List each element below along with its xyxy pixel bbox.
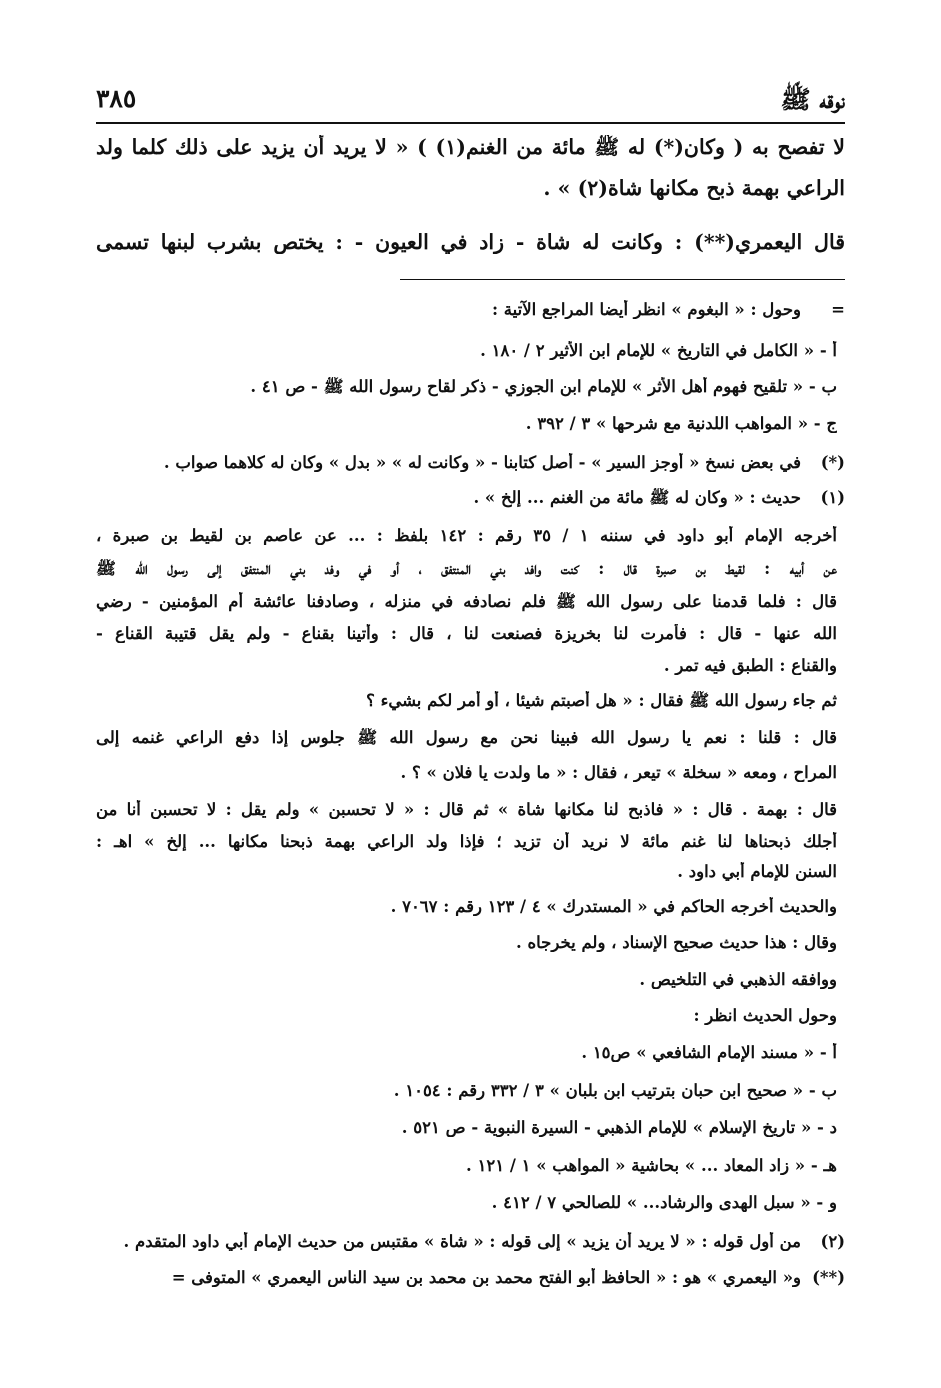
header-rule	[96, 122, 845, 124]
footnote-line: الله عنها - قال : فأمرت لنا بخريزة فصنعت لنا ، قال : وأتينا بقناع - ولم يقل قتيبة القناع -	[96, 624, 837, 643]
footnote-mark: (*)	[820, 453, 845, 472]
footnote-mark: (١)	[820, 488, 845, 507]
footnote-separator	[400, 279, 845, 280]
footnote-mark: (٢)	[820, 1232, 845, 1251]
footnote-line: هـ - « زاد المعاد ... » بحاشية « المواهب » ١ / ١٢١ .	[465, 1156, 837, 1175]
footnote-line: وقال : هذا حديث صحيح الإسناد ، ولم يخرجاه .	[516, 933, 837, 952]
main-line: الراعي بهمة ذبح مكانها شاة(٢) » .	[543, 176, 845, 200]
footnote-line: حديث : « وكان له ﷺ مائة من الغنم ... إلخ » .	[473, 488, 801, 507]
footnote-line: قال : فلما قدمنا على رسول الله ﷺ فلم نصادفه في منزله ، وصادفنا عائشة أم المؤمنين - رضي	[96, 592, 837, 611]
footnote-line: من أول قوله : « لا يريد أن يزيد » إلى قوله : « شاة » مقتبس من حديث الإمام أبي داود المتقدم .	[123, 1232, 801, 1251]
page-header	[96, 84, 845, 124]
footnote-line: قال : بهمة . قال : « فاذبح لنا مكانها شاة » ثم قال : « لا تحسبن » ولم يقل : لا تحسبن أنا من	[96, 800, 837, 819]
footnote-line: ج - « المواهب اللدنية مع شرحها » ٣ / ٣٩٢ .	[525, 414, 837, 433]
footnote-line: و« اليعمري » هو : « الحافظ أبو الفتح محمد بن محمد بن سيد الناس اليعمري » المتوفى =	[171, 1268, 801, 1287]
footnote-line: و - « سبل الهدى والرشاد... » للصالحي ٧ / ٤١٢ .	[491, 1193, 837, 1212]
footnote-line: ووافقه الذهبي في التلخيص .	[639, 970, 837, 989]
footnote-line: عن أبيه : لقيط بن صبرة قال : كنت وافد بني المنتفق ، أو في وفد بني المنتفق إلى رسول الله ﷺ	[96, 559, 837, 578]
footnote-mark: (**)	[812, 1268, 845, 1287]
main-line: قال اليعمري(**) : وكانت له شاة - زاد في العيون - : يختص بشرب لبنها تسمى	[96, 230, 845, 254]
footnote-line: د - « تاريخ الإسلام » للإمام الذهبي - السيرة النبوية - ص ٥٢١ .	[401, 1118, 837, 1137]
footnote-line: ب - « صحيح ابن حبان بترتيب ابن بلبان » ٣ / ٣٣٢ رقم : ١٠٥٤ .	[393, 1081, 837, 1100]
footnote-line: المراح ، ومعه « سخلة » تيعر ، فقال : « ما ولدت يا فلان » ؟ .	[400, 763, 837, 782]
footnote-line: أخرجه الإمام أبو داود في سننه ١ / ٣٥ رقم : ١٤٢ بلفظ : ... عن عاصم بن لقيط بن صبرة ،	[96, 526, 837, 545]
running-title: نوقه ﷺ	[780, 85, 845, 114]
continuation-mark: =	[831, 300, 845, 319]
footnote-line: قال : قلنا : نعم يا رسول الله فبينا نحن مع رسول الله ﷺ جلوس إذا دفع الراعي غنمه إلى	[96, 728, 837, 747]
footnote-line: ب - « تلقيح فهوم أهل الأثر » للإمام ابن الجوزي - ذكر لقاح رسول الله ﷺ - ص ٤١ .	[250, 377, 837, 396]
page-number: ٣٨٥	[96, 84, 137, 113]
main-line: لا تفصح به ( وكان(*) له ﷺ مائة من الغنم(١) ) « لا يريد أن يزيد على ذلك كلما ولد	[96, 135, 845, 159]
footnote-line: أ - « مسند الإمام الشافعي » ص١٥ .	[581, 1043, 837, 1062]
footnote-line: والقناع : الطبق فيه تمر .	[663, 656, 837, 675]
footnote-line: أجلك ذبحناها لنا غنم مائة لا نريد أن تزيد ؛ فإذا ولد الراعي بهمة ذبحنا مكانها ... إلخ » اهـ :	[96, 832, 837, 851]
footnote-line: السنن للإمام أبي داود .	[677, 862, 837, 881]
footnote-line: والحديث أخرجه الحاكم في « المستدرك » ٤ / ١٢٣ رقم : ٧٠٦٧ .	[390, 897, 837, 916]
footnote-line: وحول الحديث انظر :	[693, 1006, 837, 1025]
footnote-line: في بعض نسخ « أوجز السير » - أصل كتابنا - « وكانت له » « بدل » وكان له كلاهما صواب .	[163, 453, 801, 472]
footnote-line: وحول : « البغوم » انظر أيضا المراجع الآتية :	[491, 300, 801, 319]
footnote-line: ثم جاء رسول الله ﷺ فقال : « هل أصبتم شيئا ، أو أمر لكم بشيء ؟	[366, 691, 837, 710]
footnote-line: أ - « الكامل في التاريخ » للإمام ابن الأثير ٢ / ١٨٠ .	[480, 341, 837, 360]
